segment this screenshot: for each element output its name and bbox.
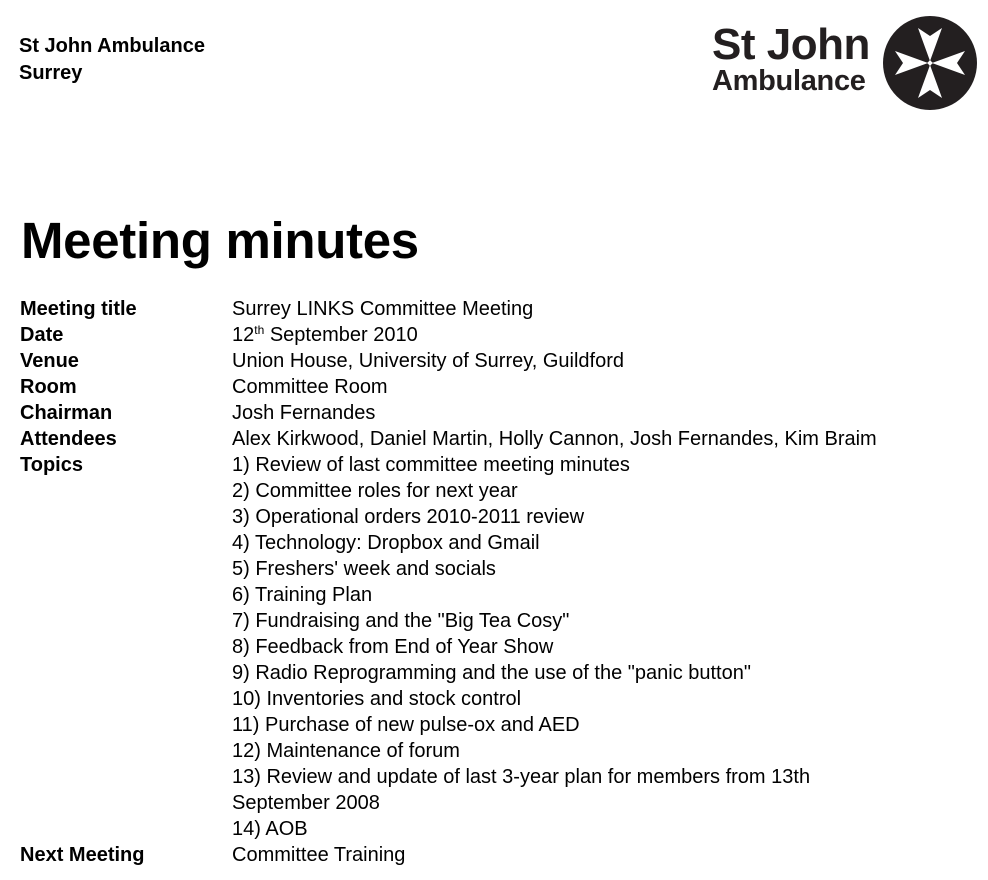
logo-line1: St John — [712, 20, 870, 69]
attendees-value: Alex Kirkwood, Daniel Martin, Holly Cannon, Josh Fernandes, Kim Braim — [232, 428, 877, 450]
next-meeting-value: Committee Training — [232, 844, 406, 866]
chairman-value: Josh Fernandes — [232, 402, 376, 424]
topic-item: 6) Training Plan — [232, 584, 373, 606]
topic-item: 3) Operational orders 2010-2011 review — [232, 506, 585, 528]
row-chairman — [20, 400, 912, 426]
room-label: Room — [20, 376, 77, 398]
minutes-table — [20, 296, 912, 868]
logo-wordmark — [712, 20, 870, 97]
attendees-label: Attendees — [20, 428, 117, 450]
date-value — [232, 322, 912, 348]
org-name: St John Ambulance — [19, 35, 205, 57]
date-label: Date — [20, 324, 64, 346]
topic-item: 11) Purchase of new pulse-ox and AED — [232, 714, 580, 736]
date-suffix: th — [254, 323, 265, 337]
page-title: Meeting minutes — [21, 212, 419, 269]
topic-item: 7) Fundraising and the "Big Tea Cosy" — [232, 610, 570, 632]
row-meeting-title — [20, 296, 912, 322]
venue-label: Venue — [20, 350, 79, 372]
chairman-label: Chairman — [20, 402, 113, 424]
topic-item: 12) Maintenance of forum — [232, 740, 460, 762]
row-room — [20, 374, 912, 400]
organisation-header — [19, 33, 205, 87]
date-day: 12 — [232, 324, 255, 346]
topic-item: 1) Review of last committee meeting minutes — [232, 454, 630, 476]
next-meeting-label: Next Meeting — [20, 844, 145, 866]
meeting-title-label: Meeting title — [20, 298, 137, 320]
topic-item: 10) Inventories and stock control — [232, 688, 522, 710]
topic-item: 14) AOB — [232, 818, 308, 840]
topic-item: 8) Feedback from End of Year Show — [232, 636, 554, 658]
maltese-cross-icon — [882, 15, 978, 111]
row-next-meeting — [20, 842, 912, 868]
org-region: Surrey — [19, 62, 83, 84]
date-rest: September 2010 — [264, 324, 418, 346]
topic-item: 9) Radio Reprogramming and the use of the "panic button" — [232, 662, 751, 684]
venue-value: Union House, University of Surrey, Guildford — [232, 350, 625, 372]
topic-item: 5) Freshers' week and socials — [232, 558, 496, 580]
topics-label: Topics — [20, 454, 83, 476]
row-venue — [20, 348, 912, 374]
meeting-title-value: Surrey LINKS Committee Meeting — [232, 298, 534, 320]
topic-item: 2) Committee roles for next year — [232, 480, 518, 502]
topic-item: 13) Review and update of last 3-year plan for members from 13th September 2008 — [232, 766, 811, 814]
st-john-logo — [712, 15, 980, 110]
room-value: Committee Room — [232, 376, 388, 398]
row-attendees — [20, 426, 912, 452]
topic-item: 4) Technology: Dropbox and Gmail — [232, 532, 540, 554]
topics-list — [232, 452, 912, 842]
row-topics — [20, 452, 912, 842]
logo-line2: Ambulance — [712, 65, 866, 97]
row-date — [20, 322, 912, 348]
